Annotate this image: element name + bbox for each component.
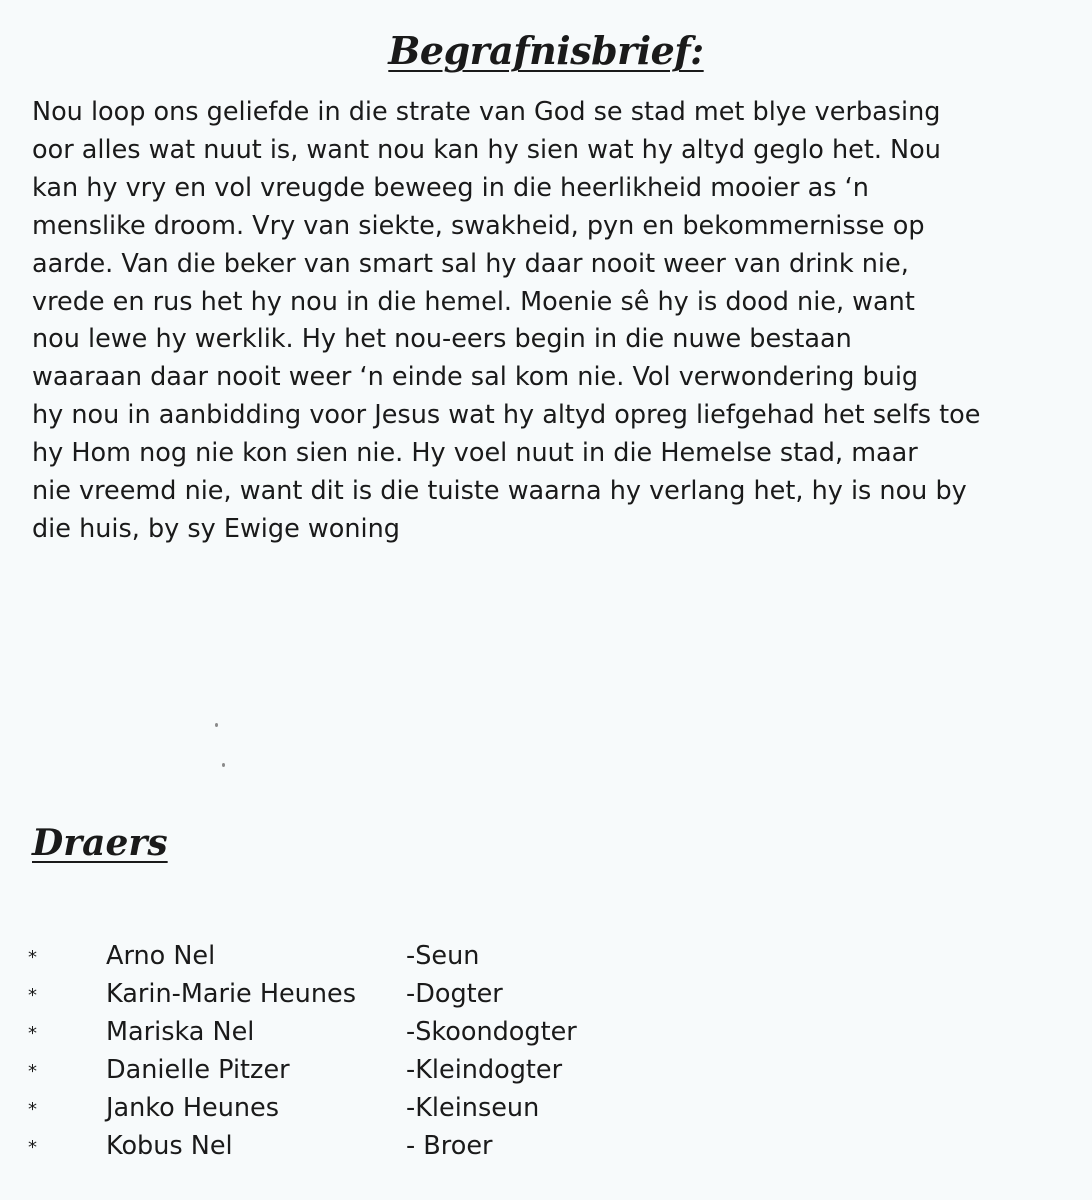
list-item bbox=[28, 1013, 728, 1051]
letter-line: nie vreemd nie, want dit is die tuiste waarna hy verlang het, hy is nou by bbox=[32, 476, 967, 507]
asterisk-icon: * bbox=[28, 1137, 37, 1158]
paper-speck bbox=[215, 723, 218, 727]
asterisk-icon: * bbox=[28, 1023, 37, 1044]
bearer-name: Kobus Nel bbox=[106, 1131, 233, 1161]
letter-line: kan hy vry en vol vreugde beweeg in die heerlikheid mooier as ‘n bbox=[32, 172, 869, 203]
list-item bbox=[28, 1051, 728, 1089]
letter-line: waaraan daar nooit weer ‘n einde sal kom nie. Vol verwondering buig bbox=[32, 362, 919, 393]
letter-line: die huis, by sy Ewige woning bbox=[32, 513, 400, 544]
bearer-name: Karin-Marie Heunes bbox=[106, 979, 356, 1009]
page-title bbox=[0, 28, 1092, 73]
letter-line: oor alles wat nuut is, want nou kan hy sien wat hy altyd geglo het. Nou bbox=[32, 134, 941, 165]
asterisk-icon: * bbox=[28, 1099, 37, 1120]
bearer-relation: -Dogter bbox=[406, 979, 503, 1009]
bearer-name: Mariska Nel bbox=[106, 1017, 255, 1047]
bearer-name: Janko Heunes bbox=[106, 1093, 280, 1123]
asterisk-icon: * bbox=[28, 1061, 37, 1082]
bearer-relation: -Kleinseun bbox=[406, 1093, 540, 1123]
bearer-name: Arno Nel bbox=[106, 941, 216, 971]
letter-line: aarde. Van die beker van smart sal hy daar nooit weer van drink nie, bbox=[32, 248, 909, 279]
page-title-text: Begrafnisbrief: bbox=[388, 28, 704, 73]
list-item bbox=[28, 937, 728, 975]
letter-line: nou lewe hy werklik. Hy het nou-eers begin in die nuwe bestaan bbox=[32, 324, 852, 355]
letter-line: hy nou in aanbidding voor Jesus wat hy altyd opreg liefgehad het selfs toe bbox=[32, 400, 981, 431]
bearers-list bbox=[28, 937, 728, 1165]
bearer-relation: - Broer bbox=[406, 1131, 493, 1161]
bearer-relation: -Kleindogter bbox=[406, 1055, 563, 1085]
list-item bbox=[28, 1089, 728, 1127]
asterisk-icon: * bbox=[28, 985, 37, 1006]
letter-line: menslike droom. Vry van siekte, swakheid, pyn en bekommernisse op bbox=[32, 210, 925, 241]
list-item bbox=[28, 1127, 728, 1165]
letter-line: hy Hom nog nie kon sien nie. Hy voel nuut in die Hemelse stad, maar bbox=[32, 438, 918, 469]
bearers-heading: Draers bbox=[32, 822, 168, 864]
bearer-name: Danielle Pitzer bbox=[106, 1055, 290, 1085]
funeral-letter bbox=[32, 94, 1082, 549]
bearer-relation: -Skoondogter bbox=[406, 1017, 577, 1047]
asterisk-icon: * bbox=[28, 947, 37, 968]
list-item bbox=[28, 975, 728, 1013]
bearer-relation: -Seun bbox=[406, 941, 480, 971]
paper-speck bbox=[222, 763, 225, 767]
letter-line: Nou loop ons geliefde in die strate van God se stad met blye verbasing bbox=[32, 97, 941, 127]
letter-line: vrede en rus het hy nou in die hemel. Moenie sê hy is dood nie, want bbox=[32, 286, 915, 317]
